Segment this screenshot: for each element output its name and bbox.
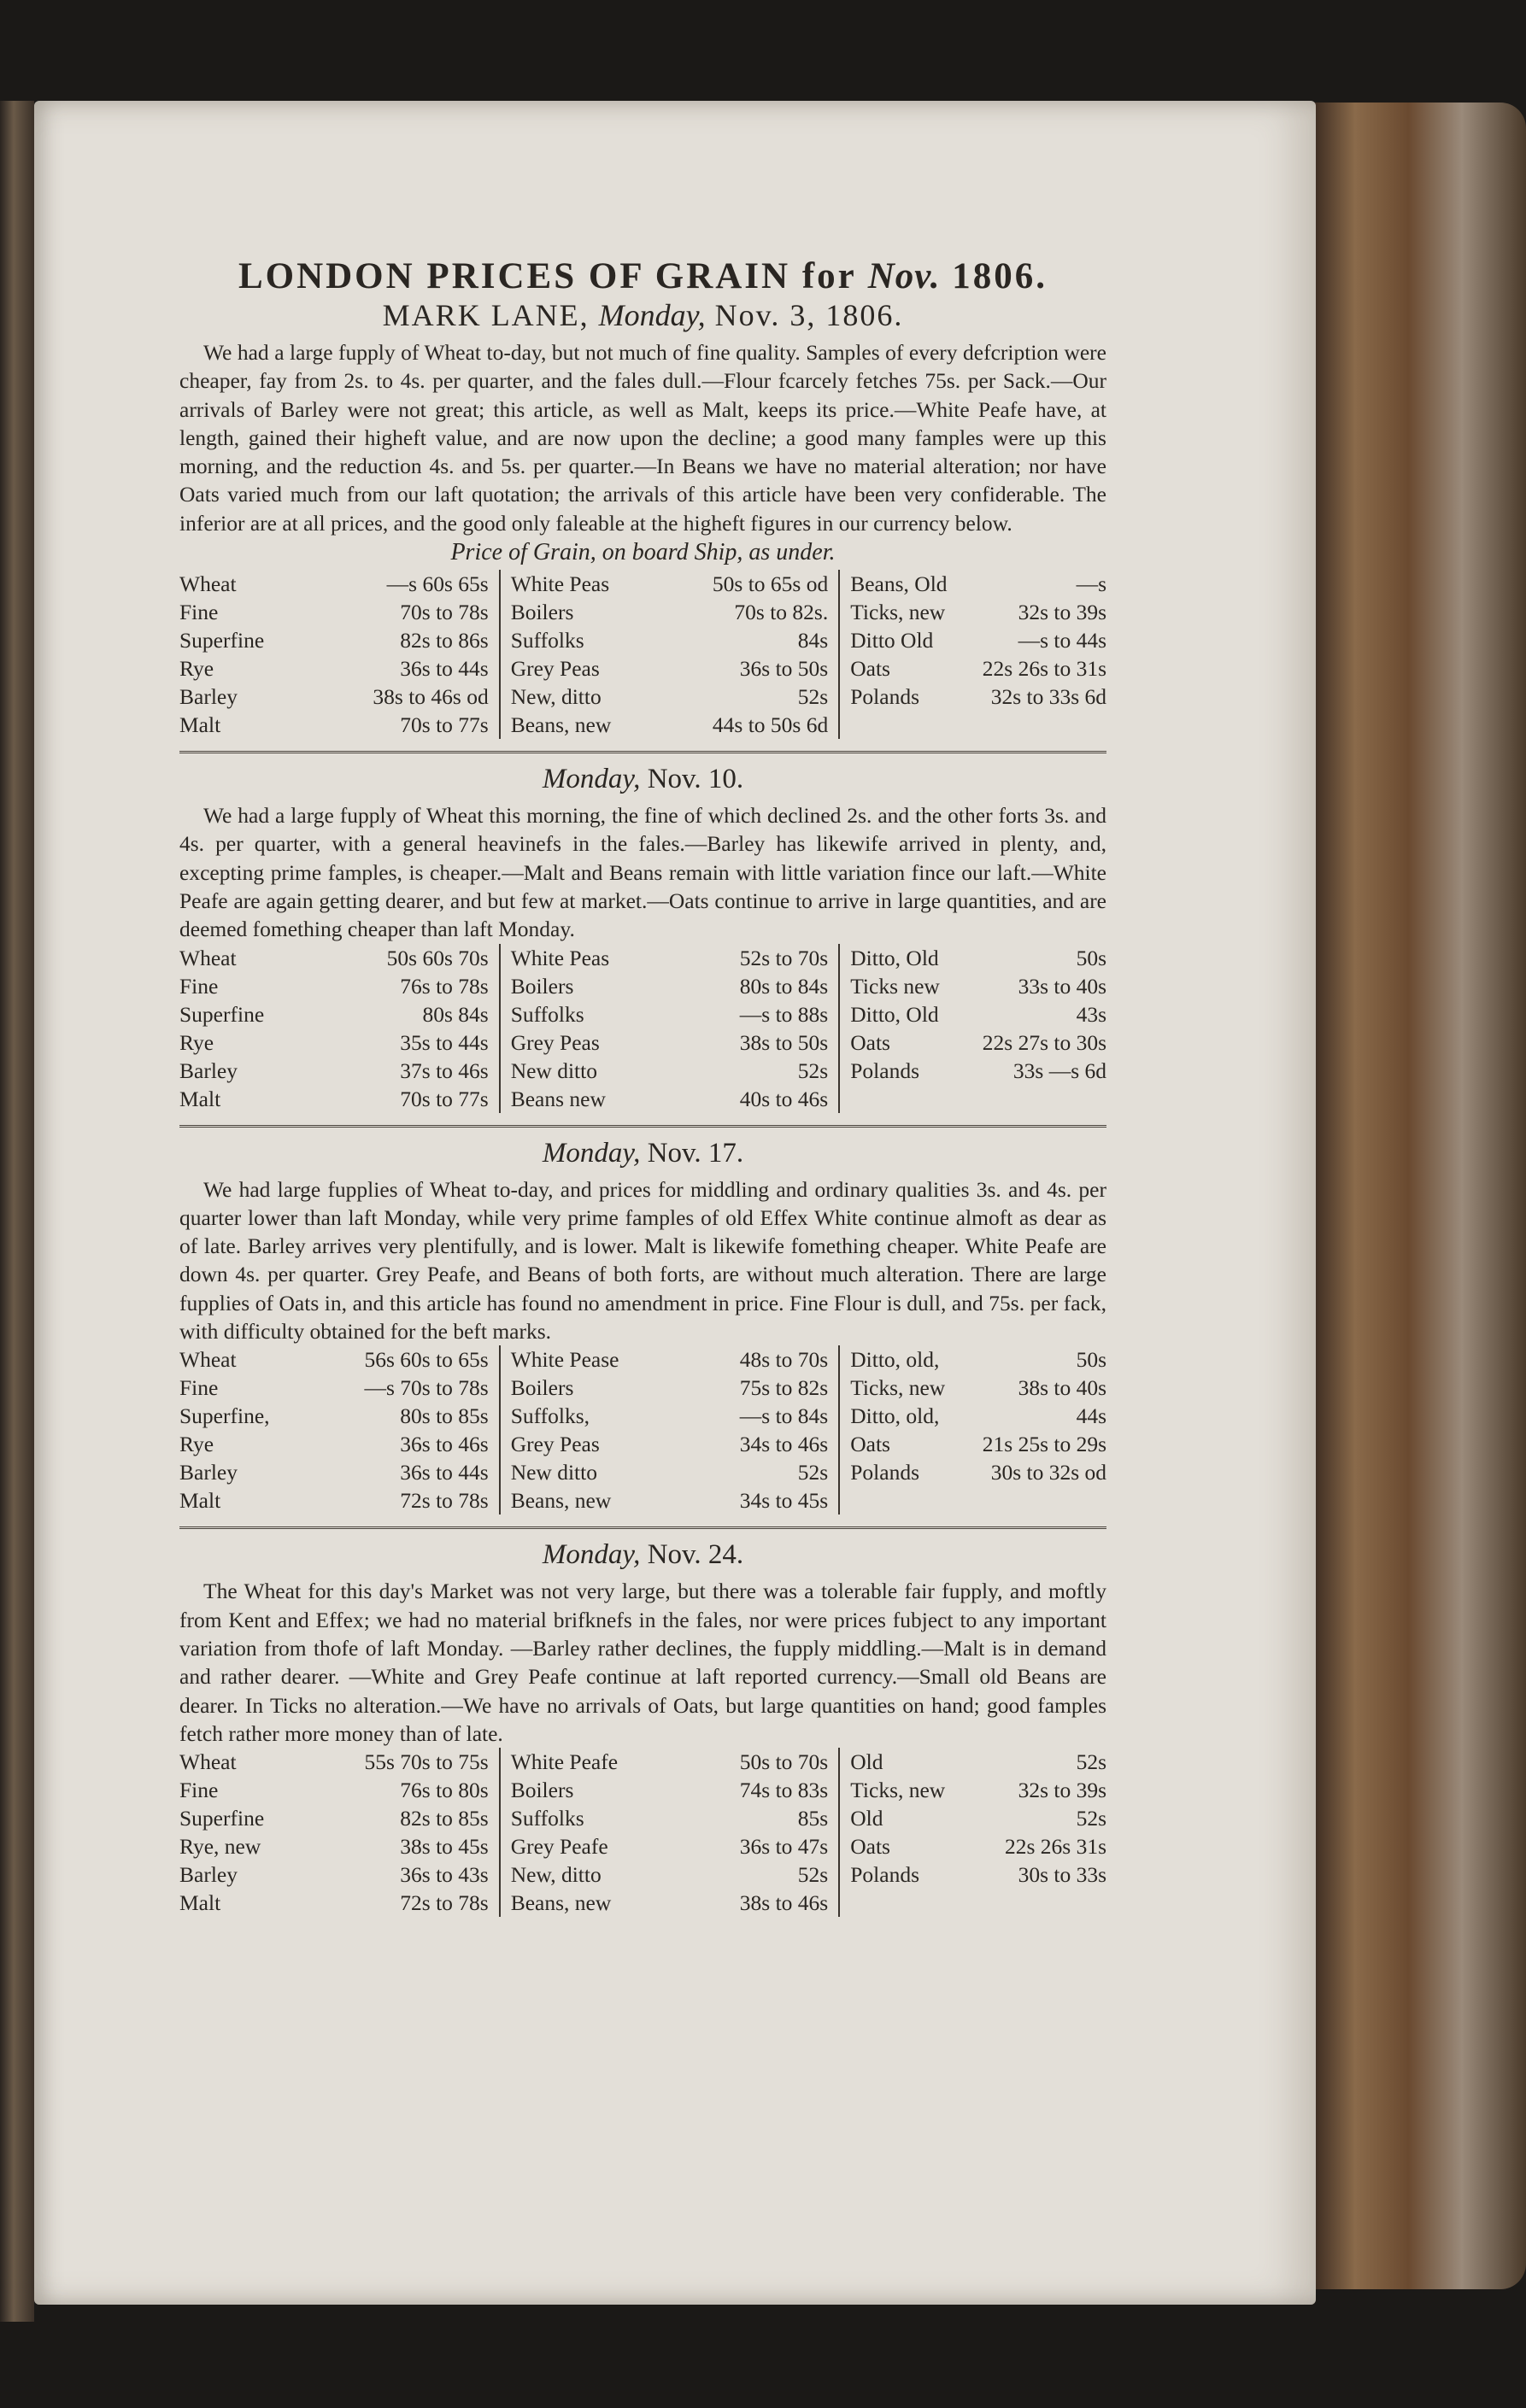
grain-price: 50s to 70s: [739, 1749, 829, 1775]
section-date: Nov. 24.: [647, 1539, 744, 1571]
grain-price: 75s to 82s: [739, 1375, 829, 1401]
grain-price: 38s to 46s: [739, 1890, 829, 1916]
grain-price: —s: [1076, 571, 1107, 597]
price-row: [179, 570, 489, 598]
grain-price: 52s: [797, 1460, 829, 1485]
price-row: [850, 972, 1106, 1000]
price-row: [850, 1804, 1106, 1832]
grain-price: 80s to 85s: [400, 1403, 489, 1429]
grain-name: Beans new: [510, 1086, 606, 1111]
grain-price: 36s to 44s: [400, 1460, 489, 1485]
price-row: [511, 1748, 829, 1776]
price-row: [850, 1000, 1106, 1028]
price-row: [850, 1430, 1106, 1458]
price-row: [511, 598, 829, 626]
price-row: [511, 1374, 829, 1402]
grain-name: Malt: [179, 1086, 221, 1111]
price-row: [850, 1860, 1106, 1889]
grain-name: Barley: [179, 1460, 238, 1485]
section-day: Monday,: [542, 1137, 641, 1169]
price-row: [179, 1804, 489, 1832]
book-spine: [1312, 103, 1526, 2289]
report-section: [179, 338, 1106, 739]
grain-name: Superfine,: [179, 1403, 270, 1429]
grain-price: 38s to 46s od: [373, 684, 489, 710]
grain-name: Rye: [179, 1029, 214, 1055]
grain-price: —s to 84s: [739, 1403, 829, 1429]
price-row: [850, 1402, 1106, 1430]
grain-price: —s to 88s: [739, 1001, 829, 1027]
price-row: [179, 1345, 489, 1374]
price-table: [179, 1748, 1106, 1917]
price-row: [850, 1748, 1106, 1776]
grain-name: Oats: [850, 1029, 890, 1055]
section-heading: [179, 1538, 1106, 1572]
price-row: [179, 1832, 489, 1860]
grain-name: Fine: [179, 973, 219, 999]
grain-name: Boilers: [510, 1778, 574, 1803]
section-day: Monday,: [542, 1539, 641, 1571]
grain-name: Rye: [179, 1432, 214, 1457]
grain-price: 74s to 83s: [739, 1778, 829, 1803]
grain-price: 52s: [1076, 1806, 1107, 1831]
price-row: [179, 1402, 489, 1430]
grain-name: Rye: [179, 656, 214, 682]
section-divider: [179, 751, 1106, 753]
report-paragraph: We had a large fupply of Wheat this morning, the fine of which declined 2s. and the other forts 3s. and 4s. per quarter, with a general heavinefs in the fales.—Barley has likewife arrived in plenty, and, excepting prime famples, is cheaper.—Malt and Beans remain with little variation fince our laft.—White Peafe are again getting dearer, and but few at market.—Oats continue to arrive in large quantities, and are deemed fomething cheaper than laft Monday.: [179, 803, 1106, 942]
grain-name: Ditto, Old: [850, 945, 939, 970]
grain-price: 82s to 86s: [400, 628, 489, 653]
price-row: [179, 972, 489, 1000]
price-row: [850, 1057, 1106, 1085]
price-row: [850, 1776, 1106, 1804]
grain-price: 76s to 80s: [400, 1778, 489, 1803]
grain-price: 50s to 65s od: [712, 571, 829, 597]
price-row: [511, 1000, 829, 1028]
price-row: [511, 1430, 829, 1458]
price-row: [850, 1028, 1106, 1057]
report-paragraph: The Wheat for this day's Market was not very large, but there was a tolerable fair fupply, and moftly from Kent and Effex; we had no material brifknefs in the fales, nor were prices fubject to any important variation from thofe of laft Monday. —Barley rather declines, the fupply middling.—Malt is in demand and rather dearer. —White and Grey Peafe continue at laft reported currency.—Small old Beans are dearer. In Ticks no alteration.—We have no arrivals of Oats, but large quantities on hand; good famples fetch rather more money than of late.: [179, 1579, 1106, 1746]
grain-price: 48s to 70s: [739, 1347, 829, 1373]
price-column: [840, 944, 1106, 1113]
price-row: [511, 626, 829, 654]
grain-name: Fine: [179, 1375, 219, 1401]
page-content: [179, 256, 1106, 1917]
grain-name: Suffolks: [510, 1806, 584, 1831]
grain-name: Oats: [850, 1432, 890, 1457]
report-paragraph: We had large fupplies of Wheat to-day, and prices for middling and ordinary qualities 3s. and 4s. per quarter lower than laft Monday, while very prime famples of old Effex White continue almoft as dear as of late. Barley arrives very plentifully, and is lower. Malt is likewife fomething cheaper. White Peafe are down 4s. per quarter. Grey Peafe, and Beans of both forts, are without much alteration. There are large fupplies of Oats in, and this article has found no amendment in price. Fine Flour is dull, and 75s. per fack, with difficulty obtained for the beft marks.: [179, 1176, 1106, 1345]
grain-name: White Peafe: [510, 1749, 619, 1775]
grain-name: Superfine: [179, 628, 265, 653]
price-row: [511, 972, 829, 1000]
grain-name: Fine: [179, 600, 219, 625]
grain-price: 33s to 40s: [1018, 973, 1107, 999]
grain-price: 84s: [797, 628, 829, 653]
price-row: [179, 1374, 489, 1402]
grain-price: 50s: [1076, 1347, 1107, 1373]
grain-price: 36s to 44s: [400, 656, 489, 682]
report-section: [179, 762, 1106, 1112]
grain-name: Ticks, new: [850, 1778, 946, 1803]
grain-price: 70s to 78s: [400, 600, 489, 625]
report-section: [179, 1136, 1106, 1515]
price-row: [511, 570, 829, 598]
price-row: [179, 1748, 489, 1776]
section-date: Nov. 10.: [647, 764, 744, 795]
price-row: [511, 1776, 829, 1804]
title-year: 1806.: [952, 256, 1048, 296]
grain-price: 80s 84s: [422, 1001, 489, 1027]
price-row: [850, 1832, 1106, 1860]
grain-name: New, ditto: [510, 1862, 602, 1888]
price-row: [511, 1085, 829, 1113]
grain-price: 32s to 39s: [1018, 600, 1107, 625]
grain-name: Suffolks: [510, 628, 584, 653]
price-row: [850, 1374, 1106, 1402]
price-table: [179, 1345, 1106, 1515]
grain-name: Ticks new: [850, 973, 940, 999]
price-row: [179, 711, 489, 739]
grain-name: Suffolks: [510, 1001, 584, 1027]
price-column: [179, 944, 501, 1113]
grain-price: —s 60s 65s: [386, 571, 489, 597]
price-row: [511, 711, 829, 739]
price-row: [179, 1085, 489, 1113]
price-column: [840, 570, 1106, 739]
price-column: [501, 570, 841, 739]
grain-name: Beans, new: [510, 712, 612, 738]
grain-price: 36s to 43s: [400, 1862, 489, 1888]
grain-name: Ticks, new: [850, 1375, 946, 1401]
grain-price: 33s —s 6d: [1012, 1058, 1107, 1083]
price-column: [179, 570, 501, 739]
grain-name: Barley: [179, 684, 238, 710]
price-column: [501, 944, 841, 1113]
title-text: LONDON PRICES OF GRAIN for: [238, 256, 856, 296]
price-row: [850, 1458, 1106, 1486]
grain-price: 52s: [797, 1058, 829, 1083]
left-page-edge: [0, 101, 34, 2322]
grain-price: 21s 25s to 29s: [982, 1432, 1107, 1457]
price-row: [850, 683, 1106, 711]
price-table-heading: Price of Grain, on board Ship, as under.: [450, 539, 836, 566]
grain-name: New, ditto: [510, 684, 602, 710]
grain-name: Malt: [179, 1488, 221, 1514]
price-column: [840, 1748, 1106, 1917]
page-title: [179, 256, 1106, 297]
grain-name: Malt: [179, 1890, 221, 1916]
grain-price: 32s to 39s: [1018, 1778, 1107, 1803]
grain-name: Beans, Old: [850, 571, 948, 597]
grain-name: Suffolks,: [510, 1403, 590, 1429]
price-row: [179, 1430, 489, 1458]
grain-name: Old: [850, 1806, 883, 1831]
grain-price: 76s to 78s: [400, 973, 489, 999]
section-divider: [179, 1125, 1106, 1128]
price-column: [179, 1345, 501, 1515]
grain-name: Ditto, old,: [850, 1347, 940, 1373]
grain-name: Wheat: [179, 1347, 237, 1373]
grain-name: Barley: [179, 1058, 238, 1083]
price-row: [179, 1860, 489, 1889]
price-row: [511, 1402, 829, 1430]
grain-name: Malt: [179, 712, 221, 738]
grain-name: Polands: [850, 684, 919, 710]
price-column: [840, 1345, 1106, 1515]
price-row: [511, 1889, 829, 1917]
grain-price: 34s to 45s: [739, 1488, 829, 1514]
grain-price: 85s: [797, 1806, 829, 1831]
price-row: [511, 1345, 829, 1374]
grain-price: —s 70s to 78s: [364, 1375, 489, 1401]
grain-price: 72s to 78s: [400, 1890, 489, 1916]
grain-price: 44s: [1076, 1403, 1107, 1429]
price-row: [179, 626, 489, 654]
grain-name: Wheat: [179, 1749, 237, 1775]
price-row: [511, 1486, 829, 1515]
grain-name: Superfine: [179, 1001, 265, 1027]
grain-price: 52s: [797, 1862, 829, 1888]
price-row: [511, 1832, 829, 1860]
grain-name: Wheat: [179, 945, 237, 970]
grain-name: Wheat: [179, 571, 237, 597]
grain-price: 52s to 70s: [739, 945, 829, 970]
grain-price: 50s 60s 70s: [386, 945, 489, 970]
price-row: [179, 944, 489, 972]
grain-price: 30s to 33s: [1018, 1862, 1107, 1888]
price-row: [511, 944, 829, 972]
grain-price: 40s to 46s: [739, 1086, 829, 1111]
price-table: [179, 570, 1106, 739]
section-heading: [179, 1136, 1106, 1170]
price-row: [511, 1860, 829, 1889]
grain-name: Grey Peas: [510, 656, 600, 682]
grain-name: White Peas: [510, 571, 610, 597]
grain-price: 52s: [797, 684, 829, 710]
grain-name: Barley: [179, 1862, 238, 1888]
grain-name: Oats: [850, 1834, 890, 1860]
subtitle-day: Monday,: [598, 298, 706, 332]
grain-price: 38s to 45s: [400, 1834, 489, 1860]
grain-name: Boilers: [510, 600, 574, 625]
grain-name: Grey Peas: [510, 1029, 600, 1055]
price-row: [850, 654, 1106, 683]
grain-price: 72s to 78s: [400, 1488, 489, 1514]
grain-name: New ditto: [510, 1460, 597, 1485]
price-row: [511, 1057, 829, 1085]
grain-price: 22s 27s to 30s: [982, 1029, 1107, 1055]
grain-name: Boilers: [510, 1375, 574, 1401]
price-row: [179, 1000, 489, 1028]
grain-name: Superfine: [179, 1806, 265, 1831]
price-row: [179, 654, 489, 683]
price-row: [179, 1028, 489, 1057]
grain-price: 55s 70s to 75s: [364, 1749, 489, 1775]
price-row: [850, 570, 1106, 598]
grain-price: 37s to 46s: [400, 1058, 489, 1083]
grain-name: Polands: [850, 1460, 919, 1485]
grain-price: 43s: [1076, 1001, 1107, 1027]
price-row: [179, 1776, 489, 1804]
grain-name: White Peas: [510, 945, 610, 970]
price-row: [179, 1458, 489, 1486]
price-row: [511, 1804, 829, 1832]
price-row: [850, 626, 1106, 654]
price-column: [501, 1345, 841, 1515]
grain-name: Ditto, old,: [850, 1403, 940, 1429]
price-row: [511, 1028, 829, 1057]
grain-price: —s to 44s: [1018, 628, 1107, 653]
grain-name: Oats: [850, 656, 890, 682]
price-row: [511, 683, 829, 711]
price-row: [511, 1458, 829, 1486]
grain-price: 38s to 40s: [1018, 1375, 1107, 1401]
price-table: [179, 944, 1106, 1113]
grain-price: 56s 60s to 65s: [364, 1347, 489, 1373]
market-subtitle: [179, 297, 1106, 333]
grain-price: 22s 26s to 31s: [982, 656, 1107, 682]
grain-price: 22s 26s 31s: [1004, 1834, 1107, 1860]
grain-price: 36s to 46s: [400, 1432, 489, 1457]
grain-price: 82s to 85s: [400, 1806, 489, 1831]
grain-price: 35s to 44s: [400, 1029, 489, 1055]
grain-price: 30s to 32s od: [990, 1460, 1107, 1485]
grain-price: 32s to 33s 6d: [990, 684, 1107, 710]
subtitle-place: MARK LANE,: [382, 298, 590, 332]
grain-name: Fine: [179, 1778, 219, 1803]
grain-name: New ditto: [510, 1058, 597, 1083]
grain-price: 52s: [1076, 1749, 1107, 1775]
grain-price: 38s to 50s: [739, 1029, 829, 1055]
grain-price: 70s to 77s: [400, 1086, 489, 1111]
grain-name: Ditto Old: [850, 628, 934, 653]
subtitle-date: Nov. 3, 1806.: [714, 298, 904, 332]
section-date: Nov. 17.: [647, 1137, 744, 1169]
price-row: [850, 944, 1106, 972]
grain-name: Beans, new: [510, 1488, 612, 1514]
grain-name: Beans, new: [510, 1890, 612, 1916]
report-section: [179, 1538, 1106, 1917]
grain-name: Old: [850, 1749, 883, 1775]
price-row: [179, 1057, 489, 1085]
grain-price: 36s to 47s: [739, 1834, 829, 1860]
grain-price: 36s to 50s: [739, 656, 829, 682]
section-day: Monday,: [542, 764, 641, 795]
price-column: [179, 1748, 501, 1917]
grain-price: 34s to 46s: [739, 1432, 829, 1457]
price-row: [179, 683, 489, 711]
report-paragraph: We had a large fupply of Wheat to-day, but not much of fine quality. Samples of every defcription were cheaper, fay from 2s. to 4s. per quarter, and the fales dull.—Flour fcarcely fetches 75s. per Sack.—Our arrivals of Barley were not great; this article, as well as Malt, keeps its price.—White Peafe have, at length, gained their higheft value, and are now upon the decline; a good many famples were up this morning, and the reduction 4s. and 5s. per quarter.—In Beans we have no material alteration; nor have Oats varied much from our laft quotation; the arrivals of this article have been very confiderable. The inferior are at all prices, and the good only faleable at the higheft figures in our currency below.: [179, 340, 1106, 536]
price-row: [179, 1889, 489, 1917]
title-month: Nov.: [867, 256, 941, 296]
section-divider: [179, 1526, 1106, 1529]
grain-name: Grey Peafe: [510, 1834, 608, 1860]
price-column: [501, 1748, 841, 1917]
section-heading: [179, 762, 1106, 796]
grain-price: 50s: [1076, 945, 1107, 970]
grain-price: 80s to 84s: [739, 973, 829, 999]
price-row: [850, 598, 1106, 626]
grain-name: White Pease: [510, 1347, 619, 1373]
grain-name: Ticks, new: [850, 600, 946, 625]
grain-name: Rye, new: [179, 1834, 261, 1860]
grain-name: Ditto, Old: [850, 1001, 939, 1027]
grain-name: Polands: [850, 1058, 919, 1083]
grain-price: 70s to 77s: [400, 712, 489, 738]
grain-price: 70s to 82s.: [734, 600, 829, 625]
grain-name: Grey Peas: [510, 1432, 600, 1457]
grain-name: Polands: [850, 1862, 919, 1888]
price-row: [850, 1345, 1106, 1374]
grain-name: Boilers: [510, 973, 574, 999]
price-row: [511, 654, 829, 683]
price-row: [179, 1486, 489, 1515]
grain-price: 44s to 50s 6d: [712, 712, 829, 738]
price-row: [179, 598, 489, 626]
